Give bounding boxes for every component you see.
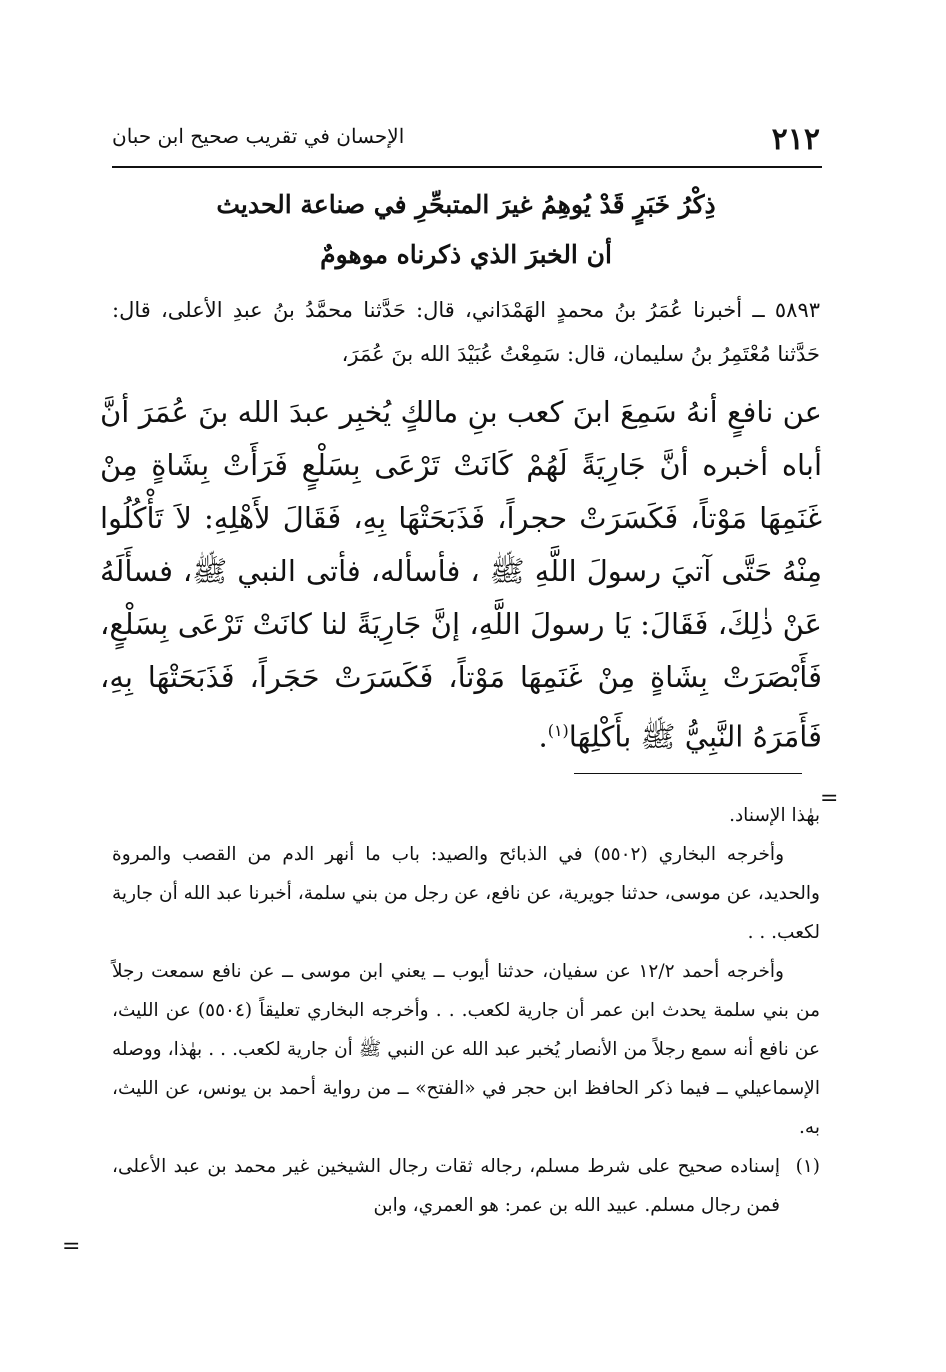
footnote-1: [112, 1147, 820, 1225]
footnote-paragraph-1: وأخرجه البخاري (٥٥٠٢) في الذبائح والصيد: باب ما أنهر الدم من القصب والمروة والحديد، عن موسى، حدثنا جويرية، عن نافع، عن رجل من بني سلمة، أخبرنا عبد الله أن جارية لكعب. . .: [112, 844, 820, 943]
continuation-mark-top: =: [820, 786, 839, 811]
hadith-matn-text: عن نافعٍ أنهُ سَمِعَ ابنَ كعب بنِ مالكٍ يُخبِر عبدَ الله بنَ عُمَرَ أنَّ أباه أخبره أنَّ جَارِيَةً لَهُمْ كَانَتْ تَرْعَى بِسَلْعٍ فَرَأَتْ بِشَاةٍ مِنْ غَنَمِهَا مَوْتاً، فَكَسَرَتْ حجراً، فَذَبَحَتْهَا بِهِ، فَقَالَ لأَهْلِهِ: لاَ تَأْكُلُوا مِنْهُ حَتَّى آتيَ رسولَ اللَّهِ ﷺ ، فأسأله، فأتى النبي ﷺ، فسأَلَهُ عَنْ ذٰلِكَ، فَقَالَ: يَا رسولَ اللَّهِ، إنَّ جَارِيَةً لنا كانَتْ تَرْعَى بِسَلْعٍ، فَأَبْصَرَتْ بِشَاةٍ مِنْ غَنَمِهَا مَوْتاً، فَكَسَرَتْ حَجَراً، فَذَبَحَتْهَا بِهِ، فَأَمَرَهُ النَّبِيُّ ﷺ بأَكْلِهَا: [100, 395, 822, 754]
footnote-rule: [574, 773, 802, 774]
hadith-isnad: ٥٨٩٣ ــ أخبرنا عُمَرُ بنُ محمدٍ الهَمْدَاني، قال: حَدَّثنا محمَّدُ بنُ عبدِ الأعلى، قال: حَدَّثنا مُعْتَمِرُ بنُ سليمان، قال: سَمِعْتُ عُبَيْدَ الله بنَ عُمَرَ،: [112, 298, 821, 366]
footnote-paragraph-2: وأخرجه أحمد ١٢/٢ عن سفيان، حدثنا أيوب ــ يعني ابن موسى ــ عن نافع سمعت رجلاً من بني سلمة يحدث ابن عمر أن جارية لكعب. . . وأخرجه البخاري تعليقاً (٥٥٠٤) عن الليث، عن نافع أنه سمع رجلاً من الأنصار يُخبر عبد الله عن النبي ﷺ أن جارية لكعب. . . بهٰذا، ووصله الإسماعيلي ــ فيما ذكر الحافظ ابن حجر في «الفتح» ــ من رواية أحمد بن يونس، عن الليث، به.: [112, 961, 820, 1138]
chapter-heading-line-2: أن الخبرَ الذي ذكرناه موهومٌ: [320, 240, 612, 269]
footnote-ref: (١): [547, 721, 569, 740]
footnote-carryover: بهٰذا الإسناد.: [729, 805, 820, 826]
footnotes-section: [112, 796, 820, 1225]
page-number: ٢١٢: [771, 122, 820, 157]
running-title: الإحسان في تقريب صحيح ابن حبان: [112, 124, 405, 148]
page-header: [112, 118, 820, 162]
hadith-matn: عن نافعٍ أنهُ سَمِعَ ابنَ كعب بنِ مالكٍ يُخبِر عبدَ الله بنَ عُمَرَ أنَّ أباه أخبره أنَّ جَارِيَةً لَهُمْ كَانَتْ تَرْعَى بِسَلْعٍ فَرَأَتْ بِشَاةٍ مِنْ غَنَمِهَا مَوْتاً، فَكَسَرَتْ حجراً، فَذَبَحَتْهَا بِهِ، فَقَالَ لأَهْلِهِ: لاَ تَأْكُلُوا مِنْهُ حَتَّى آتيَ رسولَ اللَّهِ ﷺ ، فأسأله، فأتى النبي ﷺ، فسأَلَهُ عَنْ ذٰلِكَ، فَقَالَ: يَا رسولَ اللَّهِ، إنَّ جَارِيَةً لنا كانَتْ تَرْعَى بِسَلْعٍ، فَأَبْصَرَتْ بِشَاةٍ مِنْ غَنَمِهَا مَوْتاً، فَكَسَرَتْ حَجَراً، فَذَبَحَتْهَا بِهِ، فَأَمَرَهُ النَّبِيُّ ﷺ بأَكْلِهَا$^{(١)}$.: [100, 395, 822, 754]
header-rule: [112, 166, 822, 168]
continuation-mark-bottom: =: [62, 1234, 81, 1259]
footnote-text: إسناده صحيح على شرط مسلم، رجاله ثقات رجال الشيخين غير محمد بن عبد الأعلى، فمن رجال مسلم. عبيد الله بن عمر: هو العمري، وابن: [112, 1156, 780, 1216]
footnote-number: (١): [795, 1156, 820, 1177]
chapter-heading-line-1: ذِكْرُ خَبَرٍ قَدْ يُوهِمُ غيرَ المتبحِّرِ في صناعة الحديث: [216, 190, 716, 219]
